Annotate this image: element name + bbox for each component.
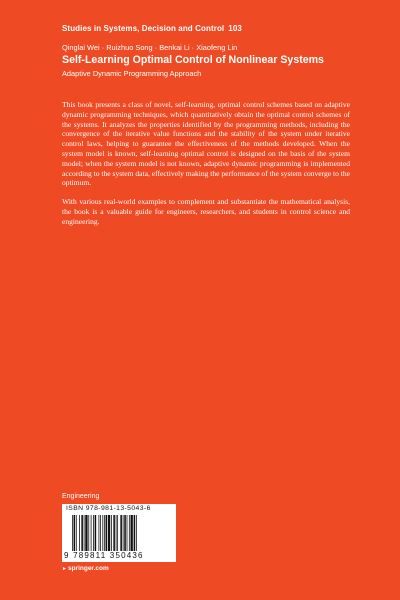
barcode-panel bbox=[62, 504, 176, 562]
isbn-text: ISBN 978-981-13-5043-6 bbox=[66, 505, 151, 512]
subject-category: Engineering bbox=[62, 493, 100, 500]
book-title: Self-Learning Optimal Control of Nonlinear Systems bbox=[62, 54, 324, 66]
book-subtitle: Adaptive Dynamic Programming Approach bbox=[62, 69, 202, 78]
barcode-icon bbox=[72, 515, 168, 551]
website-text: springer.com bbox=[67, 565, 109, 572]
description-paragraph-1: This book presents a class of novel, self-learning, optimal control schemes based on adaptive dynamic programming techniques, which quantitatively obtain the optimal control schemes of the systems. It analyzes the properties identified by the programming methods, including the convergence of the iterative value functions and the stability of the system under iterative control laws, helping to guarantee the effectiveness of the methods developed. When the system model is known, self-learning optimal control is designed on the basis of the system model; when the system model is not known, adaptive dynamic programming is implemented according to the system data, effectively making the performance of the system converge to the optimum. bbox=[62, 100, 350, 188]
authors: Qinglai Wei · Ruizhuo Song · Benkai Li · Xiaofeng Lin bbox=[62, 43, 238, 52]
series-number: 103 bbox=[228, 24, 242, 33]
barcode-digits: 9 789811 350436 bbox=[64, 551, 144, 560]
arrow-icon: ► bbox=[62, 566, 67, 572]
description-paragraph-2: With various real-world examples to complement and substantiate the mathematical analysis, the book is a valuable guide for engineers, researchers, and students in control science and engineering. bbox=[62, 197, 350, 226]
series-line bbox=[62, 24, 242, 33]
series-name: Studies in Systems, Decision and Control bbox=[62, 24, 225, 33]
description bbox=[62, 100, 350, 236]
publisher-website bbox=[62, 565, 109, 572]
